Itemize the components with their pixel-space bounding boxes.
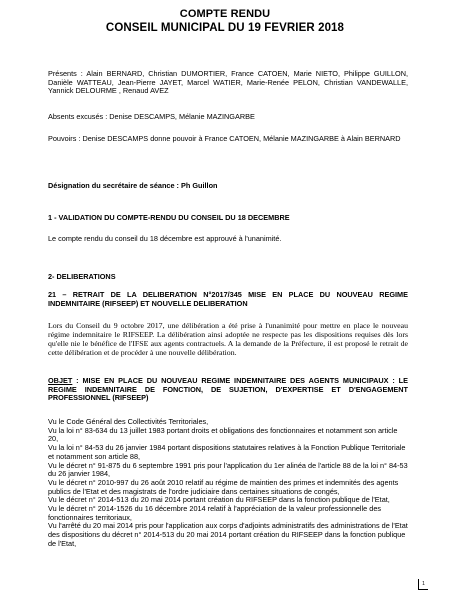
- section1-heading: 1 - VALIDATION DU COMPTE-RENDU DU CONSEIL DU 18 DECEMBRE: [48, 213, 290, 222]
- document-subtitle: CONSEIL MUNICIPAL DU 19 FEVRIER 2018: [105, 22, 345, 34]
- section2-subheading: 21 – RETRAIT DE LA DELIBERATION N°2017/345 MISE EN PLACE DU NOUVEAU REGIME INDEMNITAIRE (RIFSEEP) ET NOUVELLE DELIBERATION: [48, 290, 408, 308]
- objet-block: [48, 377, 408, 403]
- excused-list: Absents excusés : Denise DESCAMPS, Mélanie MAZINGARBE: [48, 112, 255, 121]
- vu-item: Vu le décret n° 2010-997 du 26 août 2010 relatif au régime de maintien des primes et indemnités des agents publics de l'Etat et des magistrats de l'ordre judiciaire dans certaines situations de congés,: [48, 477, 399, 496]
- proxy-list: Pouvoirs : Denise DESCAMPS donne pouvoir à France CATOEN, Mélanie MAZINGARBE à Alain BERNARD: [48, 134, 401, 143]
- section2-heading: 2- DELIBERATIONS: [48, 272, 116, 281]
- document-title: COMPTE RENDU: [179, 8, 271, 20]
- deliberation-paragraph: Lors du Conseil du 9 octobre 2017, une délibération a été prise à l'unanimité pour mettre en place le nouveau régime indemnitaire le RIFSEEP. La délibération ainsi adoptée ne respecte pas les dispositions requises dès lors qu'elle nie le bénéfice de l'IFSE aux agents contractuels. A la demande de la Préfecture, il est proposé le retrait de cette délibération et de procéder à une nouvelle délibération.: [48, 321, 408, 357]
- vu-item: Vu l'arrêté du 20 mai 2014 pris pour l'application aux corps d'adjoints administratifs des administrations de l'Etat des dispositions du décret n° 2014-513 du 20 mai 2014 portant création du RIFSEEP dans la fonction publique de l'Etat,: [48, 521, 408, 548]
- vu-item: Vu le décret n° 2014-513 du 20 mai 2014 portant création du RIFSEEP dans la fonction publique de l'Etat,: [48, 495, 390, 505]
- present-list: Présents : Alain BERNARD, Christian DUMORTIER, France CATOEN, Marie NIETO, Philippe GUILLON, Danièle WATTEAU, Jean-Pierre JAYET, Marcel WATIER, Marie-Renée PELON, Christian VANDEWALLE, Yannick DELOURME , Renaud AVEZ: [48, 69, 408, 96]
- vu-item: Vu la loi n° 84-53 du 26 janvier 1984 portant dispositions statutaires relatives à la Fonction Publique Territoriale et notamment son article 88,: [48, 443, 406, 461]
- objet-text: : MISE EN PLACE DU NOUVEAU REGIME INDEMNITAIRE DES AGENTS MUNICIPAUX : LE REGIME INDEMNITAIRE DE FONCTION, DE SUJETION, D'EXPERTISE ET D'ENGAGEMENT PROFESSIONNEL (RIFSEEP): [48, 376, 408, 403]
- vu-item: Vu le décret n° 2014-1526 du 16 décembre 2014 relatif à l'appréciation de la valeur professionnelle des fonctionnaires territoriaux,: [48, 504, 382, 522]
- page-number: 1: [418, 579, 428, 590]
- vu-item: Vu le décret n° 91-875 du 6 septembre 1991 pris pour l'application du 1er alinéa de l'article 88 de la loi n° 84-53 du 26 janvier 1984,: [48, 460, 408, 479]
- vu-item: Vu le Code Général des Collectivités Territoriales,: [48, 417, 209, 426]
- vu-item: Vu la loi n° 83-634 du 13 juillet 1983 portant droits et obligations des fonctionnaires et notamment son article 20,: [48, 425, 398, 444]
- secretary-designation: Désignation du secrétaire de séance : Ph Guillon: [48, 181, 218, 190]
- vu-list: [48, 418, 408, 549]
- section1-text: Le compte rendu du conseil du 18 décembre est approuvé à l'unanimité.: [48, 234, 282, 243]
- objet-label: OBJET: [48, 376, 73, 385]
